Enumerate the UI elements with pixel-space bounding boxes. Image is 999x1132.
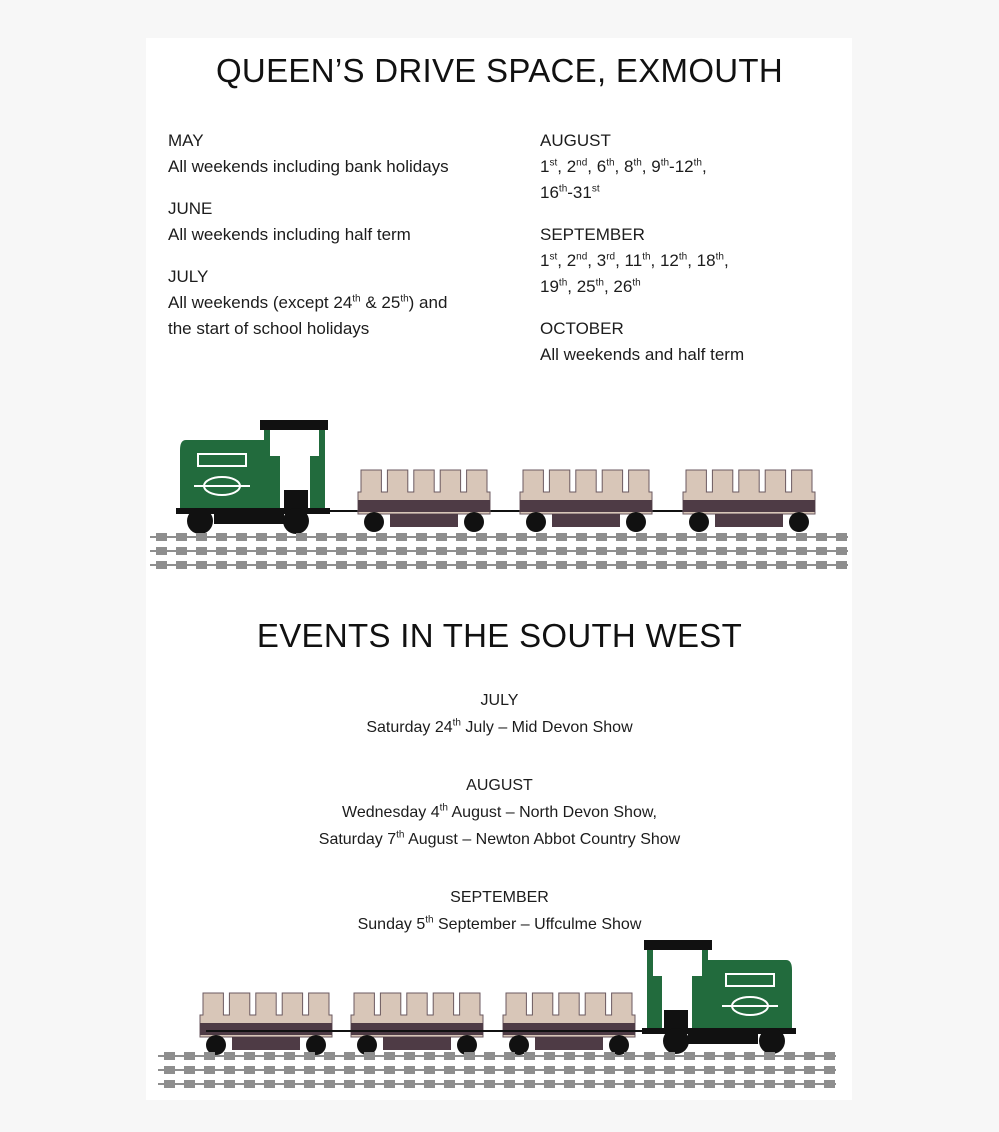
sleeper-block [656,547,667,555]
sleeper-block [764,1066,775,1074]
sleeper-block [176,547,187,555]
sleeper-block [456,533,467,541]
wagon-stripe [683,500,815,512]
locomotive [642,940,796,1054]
wheel [626,512,646,532]
sleeper-block [504,1052,515,1060]
detail-line: All weekends including bank holidays [168,157,449,176]
sleeper-block [424,1080,435,1088]
detail-line: Saturday 7th August – Newton Abbot Country Show [318,829,681,848]
sleeper-block [484,1080,495,1088]
sleeper-block [156,561,167,569]
sleeper-block [456,547,467,555]
sleeper-block [776,547,787,555]
sleeper-block [776,533,787,541]
month-heading: MAY [168,131,204,150]
sleeper-block [584,1080,595,1088]
sleeper-block [364,1066,375,1074]
wheel [689,512,709,532]
sleeper-block [716,547,727,555]
sleeper-block [404,1080,415,1088]
schedule-block-october [540,316,840,368]
sleeper-block [804,1080,815,1088]
sleeper-block [496,547,507,555]
sleeper-block [264,1066,275,1074]
sleeper-block [396,547,407,555]
sleeper-block [596,533,607,541]
sleeper-block [204,1052,215,1060]
sleeper-block [636,561,647,569]
cab-seat [284,490,308,510]
sleeper-block [484,1052,495,1060]
sleeper-block [744,1052,755,1060]
sleeper-block [216,561,227,569]
sleeper-block [836,561,847,569]
sleeper-block [284,1080,295,1088]
sleeper-block [764,1052,775,1060]
sleeper-block [496,561,507,569]
sleeper-block [224,1080,235,1088]
wheel [364,512,384,532]
sleeper-block [704,1066,715,1074]
sleeper-block [436,533,447,541]
wheel [789,512,809,532]
event-group-august [0,772,999,853]
sleeper-block [544,1080,555,1088]
sleeper-block [436,547,447,555]
sleeper-block [556,533,567,541]
sleeper-block [536,547,547,555]
detail-line: All weekends and half term [540,345,745,364]
sleeper-block [496,533,507,541]
sleeper-block [756,561,767,569]
sleeper-block [736,561,747,569]
engine-hood [702,960,792,1028]
cab-post [319,430,325,510]
sleeper-block [244,1080,255,1088]
sleeper-block [616,533,627,541]
wheel [283,508,309,534]
sleeper-block [476,533,487,541]
sleeper-block [644,1052,655,1060]
sleeper-block [524,1052,535,1060]
month-heading: SEPTEMBER [450,889,549,906]
sleeper-block [304,1080,315,1088]
sleeper-block [556,561,567,569]
sleeper-block [164,1080,175,1088]
schedule-block-september [540,222,840,300]
sleeper-block [276,533,287,541]
wagon [200,993,332,1055]
wagon [351,993,483,1055]
detail-line: the start of school holidays [168,319,370,338]
cab-post [647,950,653,1030]
detail-line: All weekends (except 24th & 25th) and [168,293,448,312]
sleeper-block [656,561,667,569]
sleeper-block [384,1066,395,1074]
sleeper-block [776,561,787,569]
sleeper-block [516,547,527,555]
detail-line: 16th-31st [540,183,600,202]
sleeper-block [796,561,807,569]
sleeper-block [704,1080,715,1088]
sleeper-block [404,1066,415,1074]
sleeper-block [316,561,327,569]
sleeper-block [464,1066,475,1074]
sleeper-block [616,547,627,555]
sleeper-block [704,1052,715,1060]
sleeper-block [536,561,547,569]
sleeper-block [524,1066,535,1074]
sleeper-block [536,533,547,541]
sleeper-block [676,533,687,541]
sleeper-block [436,561,447,569]
month-heading: JULY [168,267,209,286]
sleeper-block [696,547,707,555]
events-list [0,687,999,969]
sleeper-block [836,547,847,555]
sleeper-block [416,561,427,569]
sleeper-block [344,1080,355,1088]
wheel [526,512,546,532]
sleeper-block [204,1066,215,1074]
sleeper-block [836,533,847,541]
sleeper-block [236,561,247,569]
sleeper-block [376,561,387,569]
sleeper-block [396,533,407,541]
cab-side [653,976,662,1030]
wheel [759,1028,785,1054]
sleeper-block [224,1066,235,1074]
sleeper-block [184,1066,195,1074]
wagon-underframe [715,514,783,527]
sleeper-block [824,1052,835,1060]
sleeper-block [804,1052,815,1060]
month-heading: JULY [480,692,519,709]
sleeper-block [584,1052,595,1060]
cab-side [692,976,702,1030]
sleeper-block [264,1052,275,1060]
schedule-block-june [168,196,528,248]
detail-line: Saturday 24th July – Mid Devon Show [366,717,633,736]
month-heading: AUGUST [466,777,533,794]
cab-roof [260,420,328,430]
sleeper-block [284,1052,295,1060]
sleeper-block [196,533,207,541]
sleeper-block [244,1066,255,1074]
cab-post [702,950,708,1030]
sleeper-block [424,1052,435,1060]
sleeper-block [196,547,207,555]
sleeper-block [816,561,827,569]
sleeper-block [416,533,427,541]
sleeper-block [816,533,827,541]
sleeper-block [564,1066,575,1074]
sleeper-block [444,1080,455,1088]
locomotive [176,420,330,534]
sleeper-block [236,547,247,555]
cab-roof [644,940,712,950]
detail-line: All weekends including half term [168,225,411,244]
sleeper-block [556,547,567,555]
sleeper-block [444,1052,455,1060]
detail-line: Wednesday 4th August – North Devon Show, [342,802,657,821]
sleeper-block [824,1080,835,1088]
sleeper-block [576,533,587,541]
sleeper-block [696,561,707,569]
sleeper-block [424,1066,435,1074]
sleeper-block [604,1080,615,1088]
detail-line: 1st, 2nd, 3rd, 11th, 12th, 18th, [540,251,729,270]
sleeper-block [656,533,667,541]
sleeper-block [816,547,827,555]
sleeper-block [316,533,327,541]
sleeper-block [604,1066,615,1074]
sleeper-block [344,1066,355,1074]
wagon-stripe [351,1023,483,1035]
schedule-left-column [168,128,528,358]
sleeper-block [744,1066,755,1074]
sleeper-block [224,1052,235,1060]
engine-hood [180,440,270,508]
sleeper-block [164,1066,175,1074]
sleeper-block [216,533,227,541]
wagon-underframe [383,1037,451,1050]
sleeper-block [204,1080,215,1088]
month-heading: JUNE [168,199,213,218]
sleeper-block [456,561,467,569]
sleeper-block [636,533,647,541]
sleeper-block [804,1066,815,1074]
sleeper-block [724,1066,735,1074]
schedule-block-july [168,264,528,342]
sleeper-block [464,1080,475,1088]
sleeper-block [156,533,167,541]
sleeper-block [604,1052,615,1060]
sleeper-block [296,561,307,569]
sleeper-block [216,547,227,555]
sleeper-block [324,1066,335,1074]
sleeper-block [516,533,527,541]
sleeper-block [324,1052,335,1060]
sleeper-block [336,561,347,569]
sleeper-block [564,1052,575,1060]
schedule-block-may [168,128,528,180]
sleeper-block [196,561,207,569]
schedule-right-column [540,128,840,384]
sleeper-block [184,1080,195,1088]
sleeper-block [256,547,267,555]
sleeper-block [716,561,727,569]
cab-side [270,456,280,510]
wagon-underframe [535,1037,603,1050]
sleeper-block [576,547,587,555]
sleeper-block [476,561,487,569]
sleeper-block [784,1052,795,1060]
sleeper-block [824,1066,835,1074]
sleeper-block [696,533,707,541]
cab-seat [664,1010,688,1030]
detail-line: 19th, 25th, 26th [540,277,641,296]
wheel [187,508,213,534]
sleeper-block [796,547,807,555]
wagon [520,470,652,532]
sleeper-block [756,533,767,541]
wagon-stripe [520,500,652,512]
sleeper-block [364,1052,375,1060]
sleeper-block [724,1052,735,1060]
sleeper-block [784,1080,795,1088]
sleeper-block [684,1080,695,1088]
wheel [464,512,484,532]
sleeper-block [636,547,647,555]
sleeper-block [256,561,267,569]
wagon-underframe [232,1037,300,1050]
cab-side [310,456,319,510]
sleeper-block [276,561,287,569]
sleeper-block [516,561,527,569]
sleeper-block [624,1052,635,1060]
wagon [358,470,490,532]
sleeper-block [364,1080,375,1088]
sleeper-block [164,1052,175,1060]
sleeper-block [476,547,487,555]
wheel [663,1028,689,1054]
sleeper-block [664,1066,675,1074]
sleeper-block [356,547,367,555]
sleeper-block [616,561,627,569]
sleeper-block [676,561,687,569]
sleeper-block [736,547,747,555]
sleeper-block [756,547,767,555]
sleeper-block [396,561,407,569]
events-title: EVENTS IN THE SOUTH WEST [256,617,743,654]
sleeper-block [176,533,187,541]
sleeper-block [744,1080,755,1088]
sleeper-block [304,1052,315,1060]
month-heading: OCTOBER [540,319,624,338]
train-illustration-bottom [146,930,852,1100]
detail-line: 1st, 2nd, 6th, 8th, 9th-12th, [540,157,707,176]
detail-line: Sunday 5th September – Uffculme Show [357,914,642,933]
sleeper-block [684,1066,695,1074]
sleeper-block [644,1066,655,1074]
sleeper-block [284,1066,295,1074]
sleeper-block [664,1052,675,1060]
sleeper-block [356,533,367,541]
sleeper-block [484,1066,495,1074]
sleeper-block [796,533,807,541]
sleeper-block [356,561,367,569]
sleeper-block [576,561,587,569]
sleeper-block [316,547,327,555]
sleeper-block [624,1080,635,1088]
wagon-stripe [503,1023,635,1035]
wagon-underframe [390,514,458,527]
cab-post [264,430,270,510]
sleeper-block [276,547,287,555]
sleeper-block [416,547,427,555]
sleeper-block [676,547,687,555]
engine-underframe [214,514,284,524]
sleeper-block [584,1066,595,1074]
sleeper-block [236,533,247,541]
schedule-block-august [540,128,840,206]
sleeper-block [624,1066,635,1074]
sleeper-block [384,1080,395,1088]
wagon [503,993,635,1055]
sleeper-block [376,533,387,541]
wagon-underframe [552,514,620,527]
sleeper-block [244,1052,255,1060]
sleeper-block [564,1080,575,1088]
event-group-july [0,687,999,741]
sleeper-block [324,1080,335,1088]
sleeper-block [736,533,747,541]
engine-underframe [688,1034,758,1044]
sleeper-block [596,547,607,555]
sleeper-block [256,533,267,541]
sleeper-block [184,1052,195,1060]
sleeper-block [304,1066,315,1074]
sleeper-block [156,547,167,555]
sleeper-block [464,1052,475,1060]
wagon-stripe [200,1023,332,1035]
sleeper-block [596,561,607,569]
sleeper-block [544,1052,555,1060]
sleeper-block [504,1066,515,1074]
sleeper-block [296,533,307,541]
sleeper-block [336,547,347,555]
sleeper-block [444,1066,455,1074]
sleeper-block [376,547,387,555]
train-illustration-top [146,400,852,580]
sleeper-block [544,1066,555,1074]
sleeper-block [404,1052,415,1060]
wagon-stripe [358,500,490,512]
sleeper-block [664,1080,675,1088]
page-title: QUEEN’S DRIVE SPACE, EXMOUTH [215,52,784,89]
month-heading: SEPTEMBER [540,225,645,244]
sleeper-block [296,547,307,555]
sleeper-block [264,1080,275,1088]
month-heading: AUGUST [540,131,611,150]
sleeper-block [716,533,727,541]
sleeper-block [176,561,187,569]
sleeper-block [784,1066,795,1074]
sleeper-block [524,1080,535,1088]
wagon [683,470,815,532]
sleeper-block [764,1080,775,1088]
sleeper-block [504,1080,515,1088]
sleeper-block [344,1052,355,1060]
sleeper-block [384,1052,395,1060]
sleeper-block [684,1052,695,1060]
sleeper-block [336,533,347,541]
sleeper-block [724,1080,735,1088]
sleeper-block [644,1080,655,1088]
